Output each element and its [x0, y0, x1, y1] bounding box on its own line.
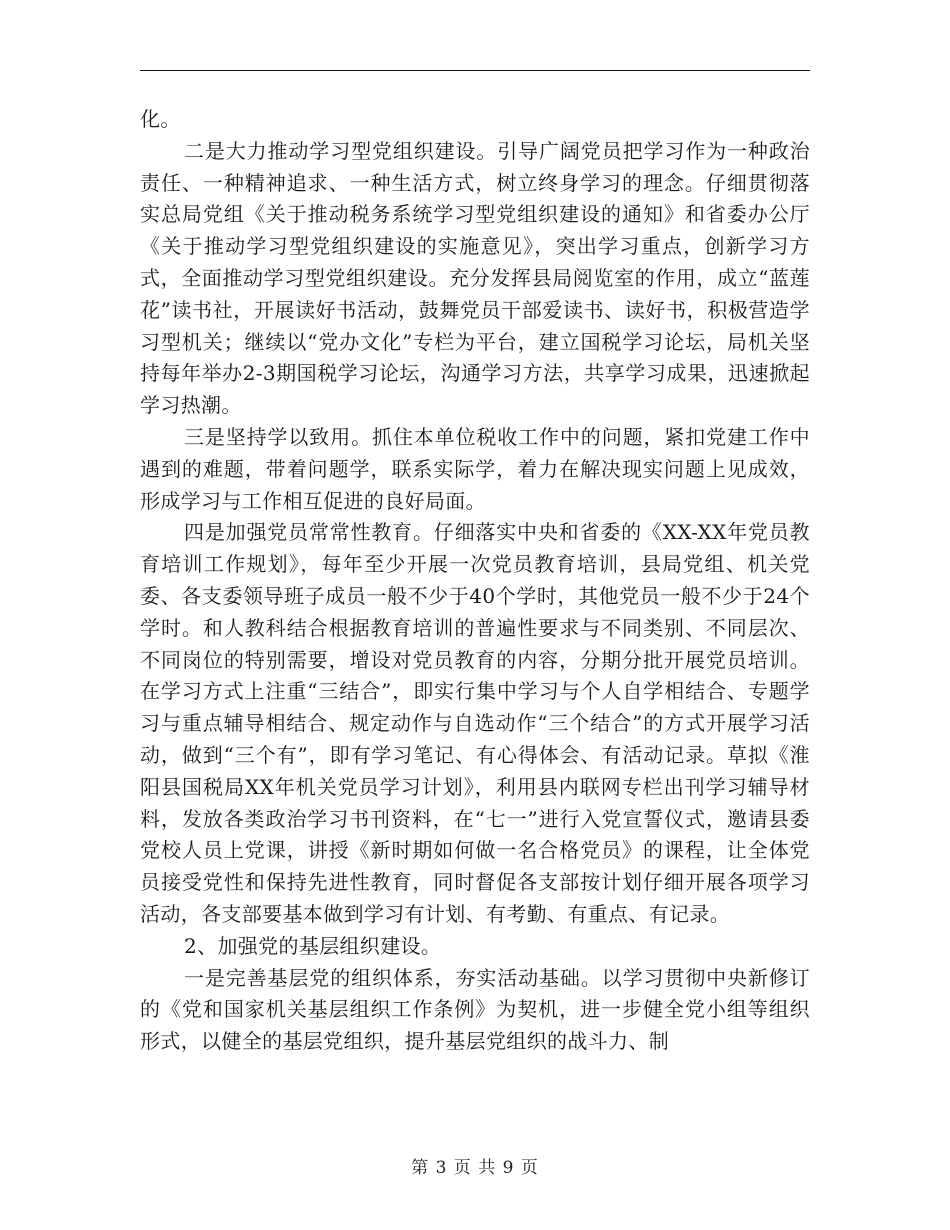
- page-number-footer: 第 3 页 共 9 页: [411, 1158, 539, 1178]
- paragraph-grassroots-organization: 一是完善基层党的组织体系，夯实活动基础。以学习贯彻中央新修订的《党和国家机关基层组织工作条例》为契机，进一步健全党小组等组织形式，以健全的基层党组织，提升基层党组织的战斗力、制: [140, 965, 810, 1054]
- section-heading: 2、加强党的基层组织建设。: [184, 933, 442, 958]
- paragraph-continuation: 化。: [140, 107, 181, 131]
- paragraph-learning-organization: 二是大力推动学习型党组织建设。引导广阔党员把学习作为一种政治责任、一种精神追求、一种生活方式，树立终身学习的理念。仔细贯彻落实总局党组《关于推动税务系统学习型党组织建设的通知》和省委办公厅《关于推动学习型党组织建设的实施意见》，突出学习重点，创新学习方式，全面推动学习型党组织建设。充分发挥县局阅览室的作用，成立“蓝莲花”读书社，开展读好书活动，鼓舞党员干部爱读书、读好书，积极营造学习型机关；继续以“党办文化”专栏为平台，建立国税学习论坛，局机关坚持每年举办2-3期国税学习论坛，沟通学习方法，共享学习成果，迅速掀起学习热潮。: [140, 138, 810, 418]
- paragraph-apply-learning: 三是坚持学以致用。抓住本单位税收工作中的问题，紧扣党建工作中遇到的难题，带着问题学，联系实际学，着力在解决现实问题上见成效，形成学习与工作相互促进的良好局面。: [140, 424, 810, 513]
- header-rule: [140, 70, 810, 71]
- body-text: [140, 104, 810, 1058]
- paragraph-member-education: 四是加强党员常常性教育。仔细落实中央和省委的《XX-XX年党员教育培训工作规划》，每年至少开展一次党员教育培训，县局党组、机关党委、各支委领导班子成员一般不少于40个学时，其他党员一般不少于24个学时。和人教科结合根据教育培训的普遍性要求与不同类别、不同层次、不同岗位的特别需要，增设对党员教育的内容，分期分批开展党员培训。在学习方式上注重“三结合”，即实行集中学习与个人自学相结合、专题学习与重点辅导相结合、规定动作与自选动作“三个结合”的方式开展学习活动，做到“三个有”，即有学习笔记、有心得体会、有活动记录。草拟《淮阳县国税局XX年机关党员学习计划》，利用县内联网专栏出刊学习辅导材料，发放各类政治学习书刊资料，在“七一”进行入党宣誓仪式，邀请县委党校人员上党课，讲授《新时期如何做一名合格党员》的课程，让全体党员接受党性和保持先进性教育，同时督促各支部按计划仔细开展各项学习活动，各支部要基本做到学习有计划、有考勤、有重点、有记录。: [140, 520, 810, 926]
